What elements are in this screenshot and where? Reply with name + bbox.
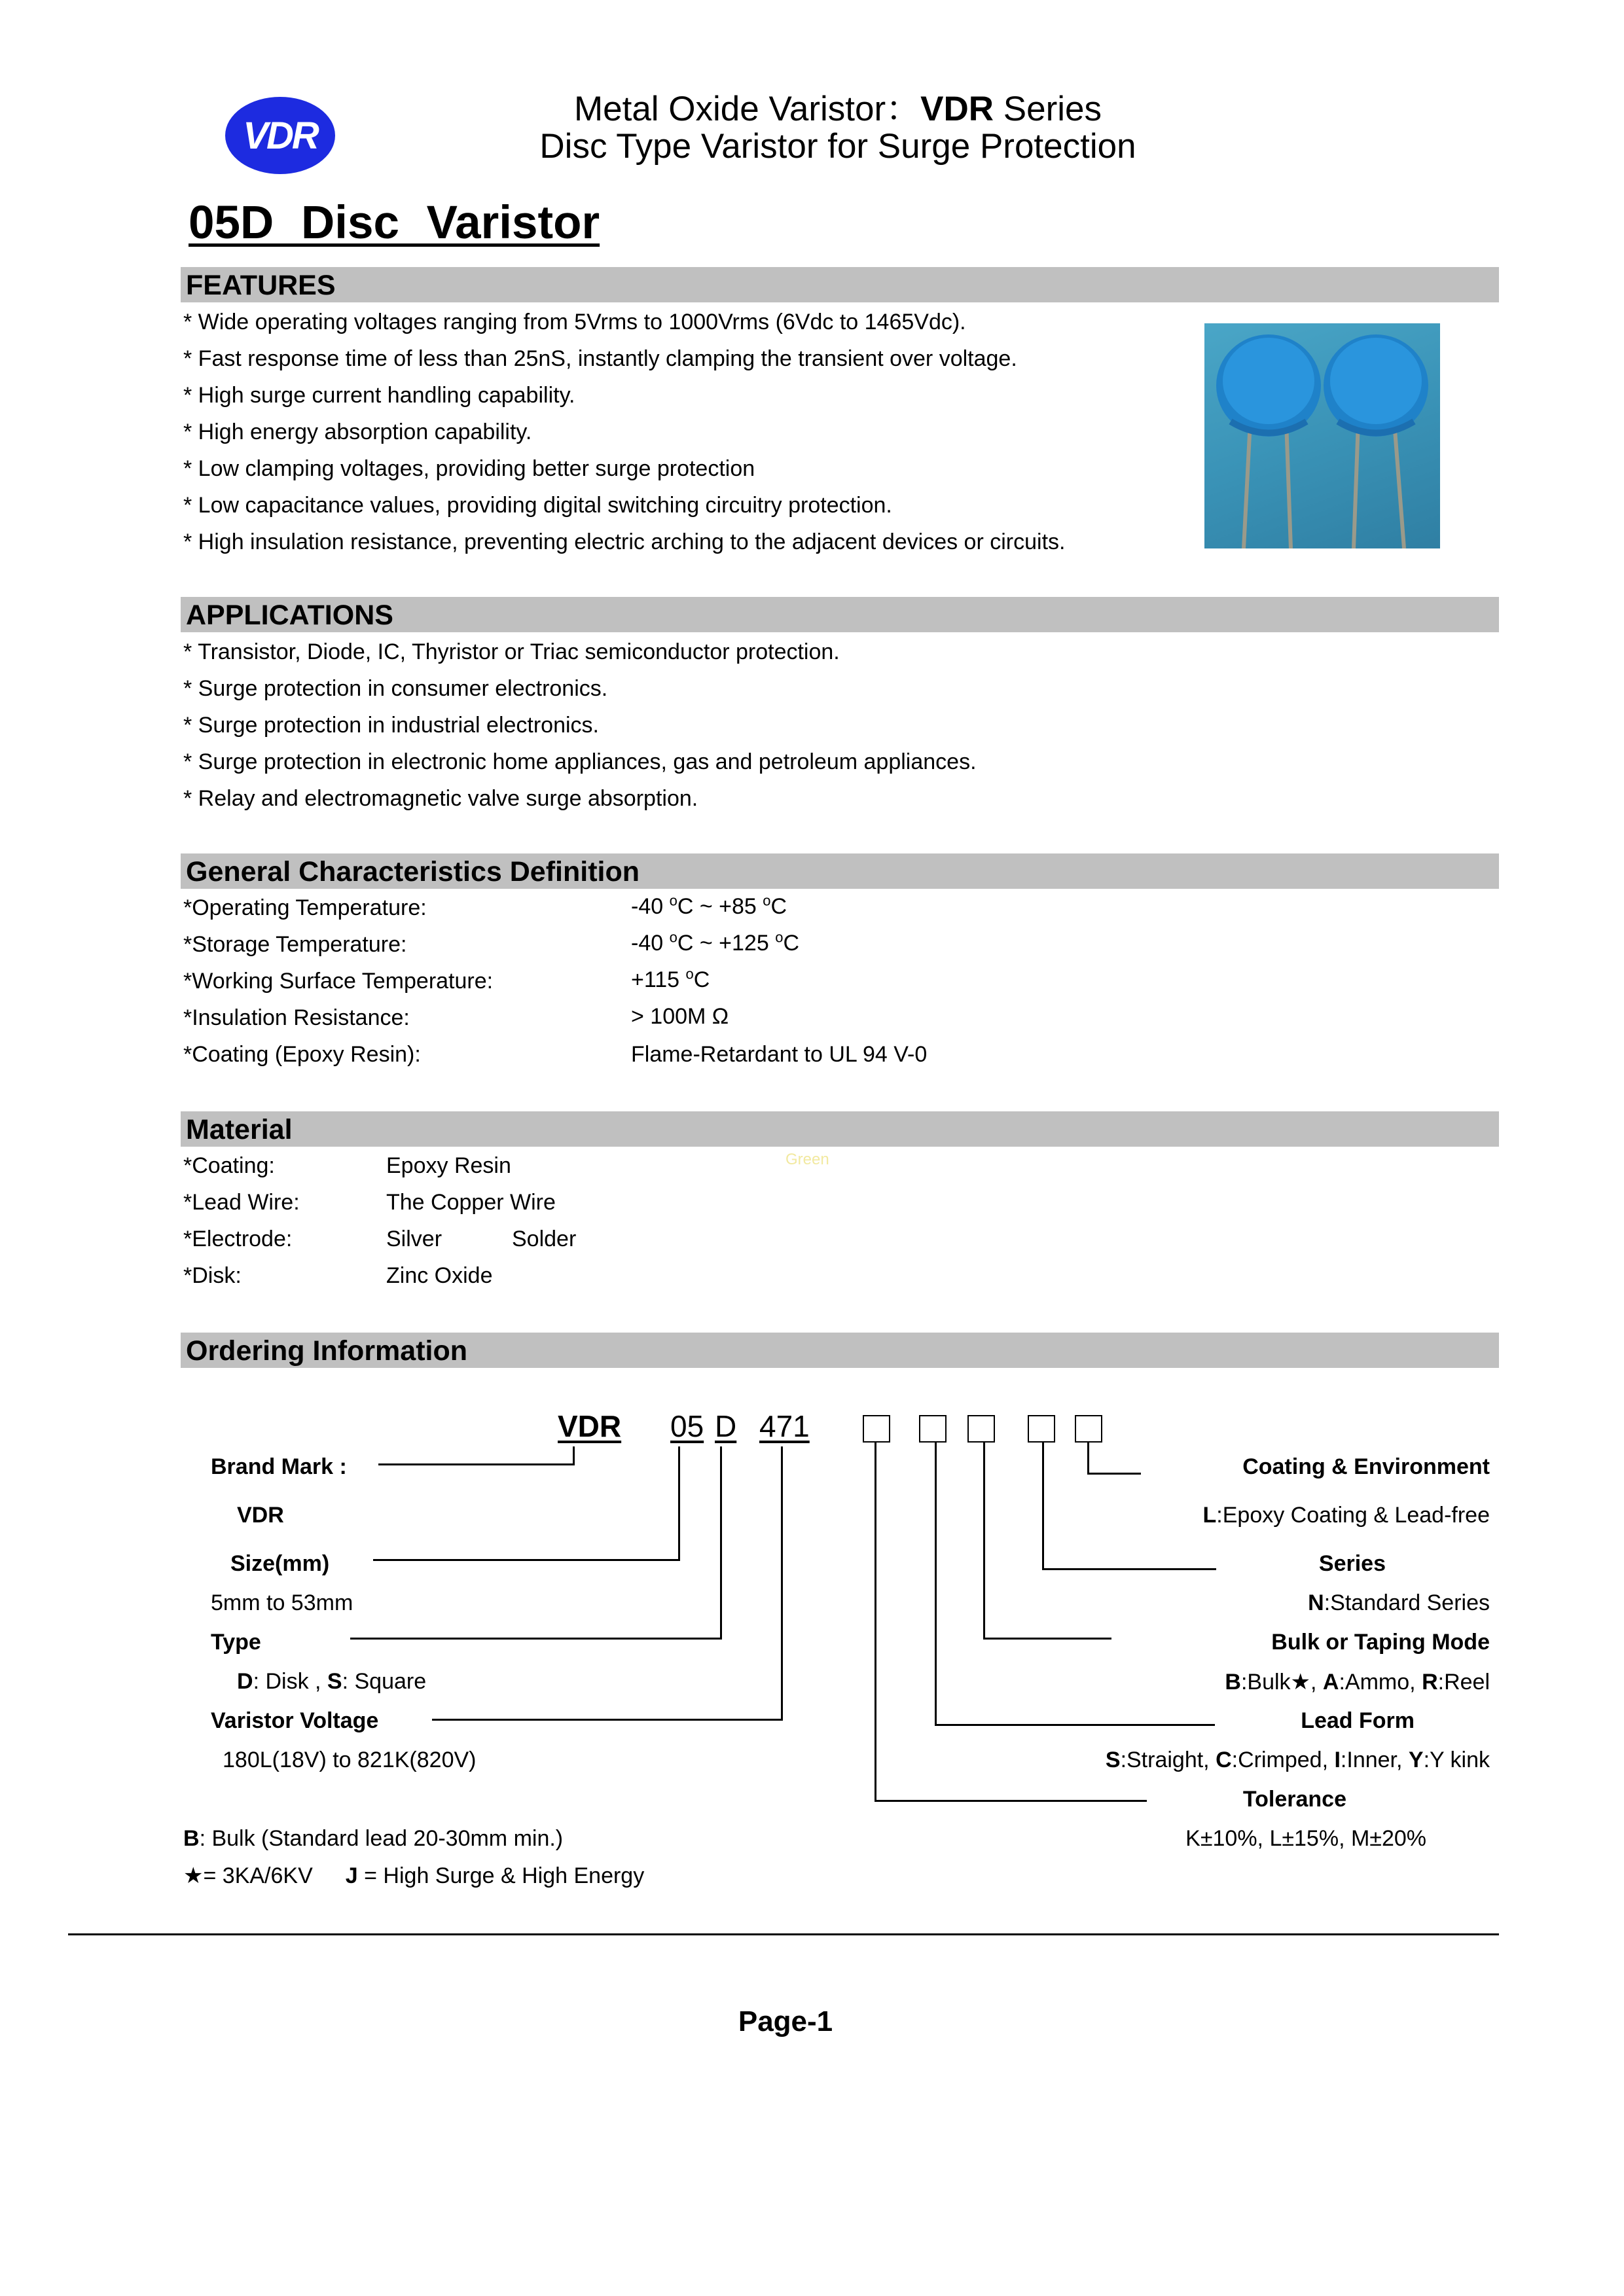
feature-item: * High insulation resistance, preventing electric arching to the adjacent devices or circuits.	[183, 529, 1066, 554]
tolerance-label: Tolerance	[1242, 1787, 1346, 1812]
application-item: * Transistor, Diode, IC, Thyristor or Triac semiconductor protection.	[183, 639, 840, 664]
series-value: N:Standard Series	[1308, 1590, 1490, 1615]
header-line1-brand: VDR	[920, 90, 994, 128]
star-icon: ★	[183, 1863, 204, 1888]
material-value: Epoxy Resin	[386, 1153, 511, 1178]
material-value: Silver	[386, 1227, 442, 1251]
material-section-bar	[181, 1111, 1499, 1147]
general-value: +115 $^o$C	[631, 965, 710, 992]
application-item: * Surge protection in consumer electronics.	[183, 676, 608, 701]
connector	[1087, 1441, 1089, 1474]
application-item: * Relay and electromagnetic valve surge absorption.	[183, 786, 698, 811]
page-title: 05D Disc Varistor	[189, 197, 600, 249]
connector	[983, 1638, 1111, 1640]
header-line1-prefix: Metal Oxide Varistor：	[573, 90, 921, 128]
material-label: *Lead Wire:	[183, 1190, 300, 1215]
header-line1	[0, 81, 1624, 131]
type-value: D: Disk , S: Square	[237, 1669, 427, 1694]
brand-mark-value: VDR	[237, 1503, 284, 1528]
material-value: The Copper Wire	[386, 1190, 556, 1215]
size-value: 5mm to 53mm	[211, 1590, 353, 1615]
application-item: * Surge protection in electronic home appliances, gas and petroleum appliances.	[183, 749, 977, 774]
material-label: *Electrode:	[183, 1227, 293, 1251]
code-voltage: 471	[759, 1409, 810, 1443]
ordering-section-bar	[181, 1333, 1499, 1368]
code-size: 05	[670, 1409, 704, 1443]
note-bulk: B: Bulk (Standard lead 20-30mm min.)	[183, 1826, 564, 1851]
features-heading: FEATURES	[186, 270, 336, 301]
bulk-label: Bulk or Taping Mode	[1271, 1630, 1490, 1655]
connector	[1042, 1441, 1044, 1570]
general-value: Flame-Retardant to UL 94 V-0	[631, 1042, 928, 1067]
connector	[350, 1638, 722, 1640]
lead-form-label: Lead Form	[1301, 1708, 1415, 1733]
note-star: ★= 3KA/6KV J = High Surge & High Energy	[183, 1863, 645, 1888]
general-value: > 100M Ω	[631, 1004, 729, 1029]
tolerance-value: K±10%, L±15%, M±20%	[1185, 1826, 1426, 1851]
ordering-heading: Ordering Information	[186, 1335, 467, 1367]
applications-heading: APPLICATIONS	[186, 600, 393, 631]
connector	[935, 1724, 1215, 1726]
material-heading: Material	[186, 1114, 293, 1145]
code-brand: VDR	[558, 1409, 622, 1443]
type-label: Type	[211, 1630, 261, 1655]
code-box-tolerance	[863, 1415, 890, 1443]
general-label: *Insulation Resistance:	[183, 1005, 410, 1030]
material-extra: Solder	[512, 1227, 577, 1251]
connector	[1042, 1568, 1216, 1570]
material-value: Zinc Oxide	[386, 1263, 493, 1288]
connector	[378, 1463, 575, 1465]
code-box-bulk	[967, 1415, 995, 1443]
application-item: * Surge protection in industrial electronics.	[183, 713, 599, 738]
series-label: Series	[1318, 1551, 1386, 1576]
coating-value: L:Epoxy Coating & Lead-free	[1202, 1503, 1490, 1528]
voltage-label: Varistor Voltage	[211, 1708, 379, 1733]
connector	[373, 1559, 680, 1561]
material-label: *Disk:	[183, 1263, 242, 1288]
feature-item: * High energy absorption capability.	[183, 420, 532, 444]
bulk-value: B:Bulk★, A:Ammo, R:Reel	[1225, 1670, 1490, 1695]
faint-green-label: Green	[785, 1151, 829, 1168]
general-value: -40 $^o$C ~ +125 $^o$C	[631, 929, 799, 956]
feature-item: * High surge current handling capability.	[183, 383, 575, 408]
page-number: Page-1	[738, 2005, 833, 2037]
general-heading: General Characteristics Definition	[186, 856, 640, 888]
connector	[432, 1719, 783, 1721]
feature-item: * Low clamping voltages, providing better surge protection	[183, 456, 755, 481]
logo-text: VDR	[243, 114, 317, 157]
general-value: -40 $^o$C ~ +85 $^o$C	[631, 892, 787, 919]
features-section-bar	[181, 267, 1499, 302]
connector	[573, 1446, 575, 1465]
general-label: *Coating (Epoxy Resin):	[183, 1042, 421, 1067]
connector	[1087, 1473, 1141, 1475]
code-box-coating	[1075, 1415, 1102, 1443]
coating-label: Coating & Environment	[1242, 1454, 1490, 1479]
code-type: D	[715, 1409, 737, 1443]
material-label: *Coating:	[183, 1153, 275, 1178]
code-box-lead-form	[919, 1415, 947, 1443]
general-section-bar	[181, 853, 1499, 889]
lead-form-value: S:Straight, C:Crimped, I:Inner, Y:Y kink	[1105, 1748, 1490, 1772]
size-label: Size(mm)	[230, 1551, 330, 1576]
header-line2: Disc Type Varistor for Surge Protection	[539, 127, 1136, 166]
feature-item: * Fast response time of less than 25nS, instantly clamping the transient over voltage.	[183, 346, 1017, 371]
product-photo	[1204, 323, 1440, 548]
voltage-value: 180L(18V) to 821K(820V)	[223, 1748, 477, 1772]
header-line1-suffix: Series	[994, 90, 1102, 128]
footer-divider	[68, 1933, 1499, 1935]
code-box-series	[1028, 1415, 1055, 1443]
feature-item: * Low capacitance values, providing digital switching circuitry protection.	[183, 493, 892, 518]
applications-section-bar	[181, 597, 1499, 632]
connector	[678, 1446, 680, 1560]
connector	[875, 1441, 876, 1801]
connector	[935, 1441, 937, 1725]
general-label: *Storage Temperature:	[183, 932, 407, 957]
brand-mark-label: Brand Mark :	[211, 1454, 347, 1479]
connector	[781, 1446, 783, 1720]
connector	[983, 1441, 985, 1639]
connector	[875, 1800, 1147, 1802]
varistor-photo-illustration	[1204, 323, 1440, 548]
general-label: *Operating Temperature:	[183, 895, 427, 920]
connector	[720, 1446, 722, 1639]
feature-item: * Wide operating voltages ranging from 5Vrms to 1000Vrms (6Vdc to 1465Vdc).	[183, 310, 966, 334]
general-label: *Working Surface Temperature:	[183, 969, 494, 994]
